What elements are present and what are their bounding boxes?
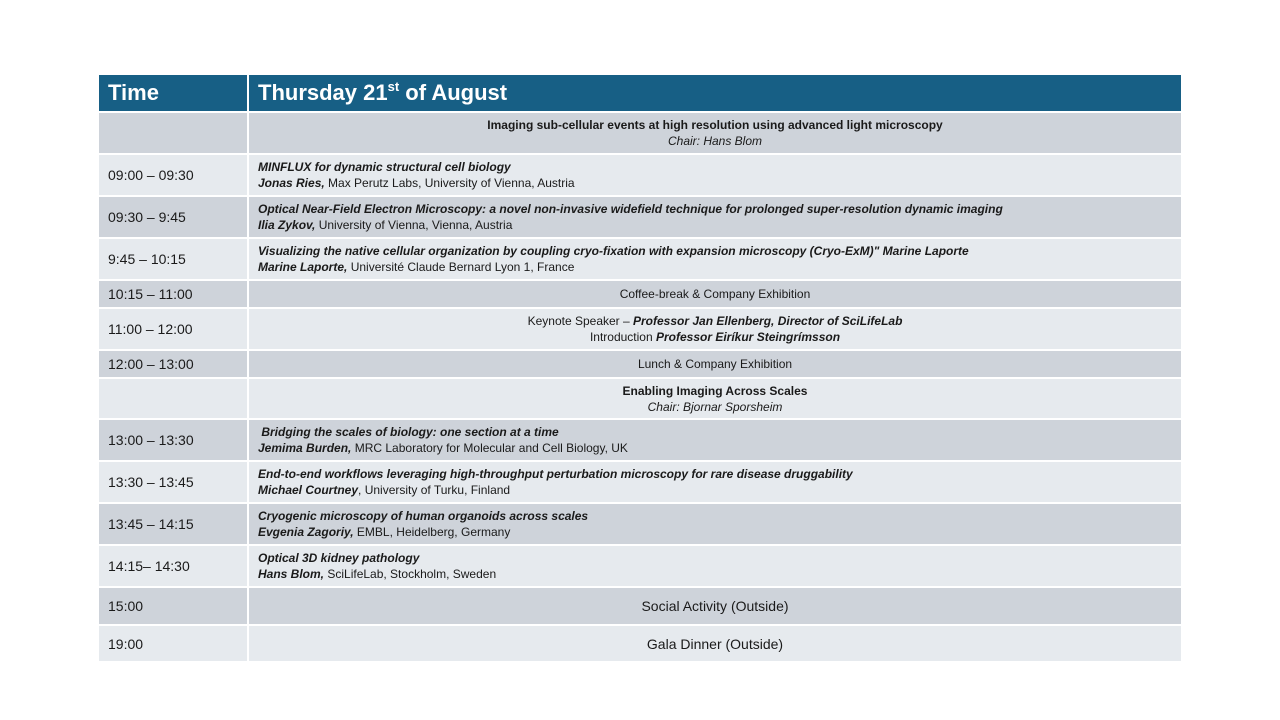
time-text: 13:30 – 13:45 bbox=[108, 474, 194, 490]
time-column-header bbox=[98, 74, 248, 112]
keynote-prefix: Keynote Speaker – bbox=[527, 314, 633, 328]
time-text: 10:15 – 11:00 bbox=[108, 286, 193, 302]
event-row bbox=[98, 587, 1182, 625]
talk-title: Bridging the scales of biology: one section at a time bbox=[258, 425, 559, 439]
session-chair: Chair: Bjornar Sporsheim bbox=[647, 399, 783, 414]
time-text: 15:00 bbox=[108, 598, 144, 614]
keynote-speaker: Professor Jan Ellenberg, Director of SciLifeLab bbox=[633, 314, 903, 328]
talk-row bbox=[98, 196, 1182, 238]
event-row bbox=[98, 625, 1182, 662]
time-cell bbox=[98, 280, 248, 308]
day-ordinal-suffix: st bbox=[387, 79, 400, 94]
break-row bbox=[98, 280, 1182, 308]
session-cell bbox=[248, 112, 1182, 154]
schedule-table bbox=[97, 73, 1183, 663]
speaker-name: Ilia Zykov, bbox=[258, 218, 316, 232]
speaker-name: Jemima Burden, bbox=[258, 441, 352, 455]
speaker-affiliation: Université Claude Bernard Lyon 1, France bbox=[347, 260, 575, 274]
talk-cell bbox=[248, 461, 1182, 503]
speaker-affiliation: Max Perutz Labs, University of Vienna, Austria bbox=[324, 176, 575, 190]
speaker-affiliation: EMBL, Heidelberg, Germany bbox=[353, 525, 511, 539]
time-cell bbox=[98, 587, 248, 625]
speaker-affiliation: MRC Laboratory for Molecular and Cell Biology, UK bbox=[351, 441, 628, 455]
speaker-name: Hans Blom, bbox=[258, 567, 325, 581]
session-chair: Chair: Hans Blom bbox=[667, 134, 763, 148]
time-cell bbox=[98, 625, 248, 662]
talk-cell bbox=[248, 238, 1182, 280]
event-cell bbox=[248, 625, 1182, 662]
break-cell bbox=[248, 280, 1182, 308]
session-header-row bbox=[98, 378, 1182, 419]
time-header-label: Time bbox=[108, 80, 159, 105]
intro-prefix: Introduction bbox=[589, 330, 656, 344]
day-prefix: Thursday 21 bbox=[258, 80, 388, 105]
time-text: 09:00 – 09:30 bbox=[108, 167, 194, 183]
talk-title: MINFLUX for dynamic structural cell biology bbox=[258, 160, 511, 174]
day-column-header bbox=[248, 74, 1182, 112]
talk-cell bbox=[248, 419, 1182, 461]
talk-row bbox=[98, 461, 1182, 503]
session-header-row bbox=[98, 112, 1182, 154]
break-text: Coffee-break & Company Exhibition bbox=[619, 287, 811, 301]
speaker-name: Michael Courtney bbox=[258, 483, 359, 497]
time-cell bbox=[98, 461, 248, 503]
event-text: Social Activity (Outside) bbox=[641, 598, 789, 614]
time-cell bbox=[98, 238, 248, 280]
talk-cell bbox=[248, 545, 1182, 587]
keynote-row bbox=[98, 308, 1182, 350]
break-cell bbox=[248, 350, 1182, 378]
break-row bbox=[98, 350, 1182, 378]
time-cell bbox=[98, 112, 248, 154]
time-cell bbox=[98, 545, 248, 587]
talk-title: Cryogenic microscopy of human organoids across scales bbox=[258, 509, 589, 523]
talk-row bbox=[98, 545, 1182, 587]
talk-title: Optical 3D kidney pathology bbox=[258, 551, 420, 565]
time-cell bbox=[98, 419, 248, 461]
time-cell bbox=[98, 154, 248, 196]
event-text: Gala Dinner (Outside) bbox=[646, 635, 784, 652]
session-cell bbox=[248, 378, 1182, 419]
talk-row bbox=[98, 503, 1182, 545]
talk-title: Visualizing the native cellular organization by coupling cryo-fixation with expansion microscopy (Cryo-ExM)" Marine Laporte bbox=[258, 244, 969, 258]
speaker-affiliation: University of Vienna, Vienna, Austria bbox=[315, 218, 513, 232]
time-cell bbox=[98, 503, 248, 545]
header-row bbox=[98, 74, 1182, 112]
talk-cell bbox=[248, 503, 1182, 545]
talk-title: Optical Near-Field Electron Microscopy: a novel non-invasive widefield technique for prolonged super-resolution dynamic imaging bbox=[258, 202, 1003, 216]
time-text: 09:30 – 9:45 bbox=[108, 209, 186, 225]
event-cell bbox=[248, 587, 1182, 625]
time-text: 19:00 bbox=[108, 635, 144, 652]
break-text: Lunch & Company Exhibition bbox=[637, 357, 793, 371]
talk-cell bbox=[248, 196, 1182, 238]
talk-cell bbox=[248, 154, 1182, 196]
speaker-name: Evgenia Zagoriy, bbox=[258, 525, 354, 539]
time-text: 12:00 – 13:00 bbox=[108, 356, 194, 372]
time-cell bbox=[98, 308, 248, 350]
intro-speaker: Professor Eiríkur Steingrímsson bbox=[655, 330, 841, 344]
talk-title: End-to-end workflows leveraging high-throughput perturbation microscopy for rare disease druggability bbox=[258, 467, 853, 481]
time-text: 13:45 – 14:15 bbox=[108, 516, 194, 532]
time-text: 13:00 – 13:30 bbox=[108, 432, 194, 448]
keynote-cell bbox=[248, 308, 1182, 350]
talk-row bbox=[98, 419, 1182, 461]
session-title: Imaging sub-cellular events at high resolution using advanced light microscopy bbox=[487, 118, 943, 132]
time-cell bbox=[98, 350, 248, 378]
day-suffix: of August bbox=[399, 80, 508, 105]
speaker-name: Jonas Ries, bbox=[258, 176, 325, 190]
time-text: 9:45 – 10:15 bbox=[108, 251, 186, 267]
speaker-affiliation: , University of Turku, Finland bbox=[358, 483, 511, 497]
session-title: Enabling Imaging Across Scales bbox=[622, 383, 808, 398]
talk-row bbox=[98, 154, 1182, 196]
time-text: 14:15– 14:30 bbox=[108, 558, 190, 574]
talk-row bbox=[98, 238, 1182, 280]
time-text: 11:00 – 12:00 bbox=[108, 321, 193, 337]
time-cell bbox=[98, 196, 248, 238]
time-cell bbox=[98, 378, 248, 419]
speaker-affiliation: SciLifeLab, Stockholm, Sweden bbox=[324, 567, 497, 581]
speaker-name: Marine Laporte, bbox=[258, 260, 348, 274]
